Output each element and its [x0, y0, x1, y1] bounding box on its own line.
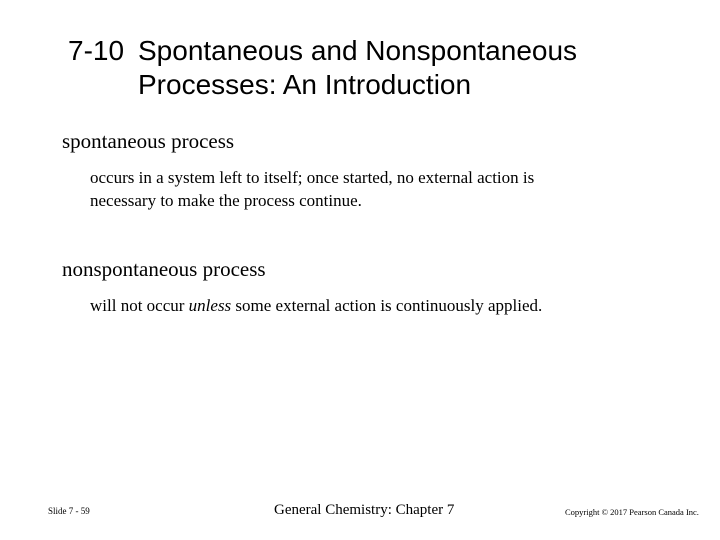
title-line-2: Processes: An Introduction	[138, 69, 472, 100]
footer-chapter: General Chemistry: Chapter 7	[274, 502, 455, 518]
term-nonspontaneous-process: nonspontaneous process	[62, 257, 266, 281]
slide-number: Slide 7 - 59	[48, 506, 90, 516]
footer-copyright: Copyright © 2017 Pearson Canada Inc.	[565, 507, 699, 517]
slide-title	[68, 34, 708, 102]
definition-text-post: some external action is continuously applied.	[231, 296, 543, 315]
definition-nonspontaneous-process	[90, 294, 650, 317]
definition-emphasis: unless	[188, 296, 232, 315]
title-line-1: Spontaneous and Nonspontaneous	[138, 35, 578, 66]
definition-line-1: occurs in a system left to itself; once started, no external action is	[90, 168, 535, 187]
definition-spontaneous-process	[90, 166, 650, 212]
definition-line-2: necessary to make the process continue.	[90, 191, 362, 210]
section-number: 7-10	[68, 35, 125, 66]
term-spontaneous-process: spontaneous process	[62, 129, 235, 153]
definition-text-pre: will not occur	[90, 296, 189, 315]
